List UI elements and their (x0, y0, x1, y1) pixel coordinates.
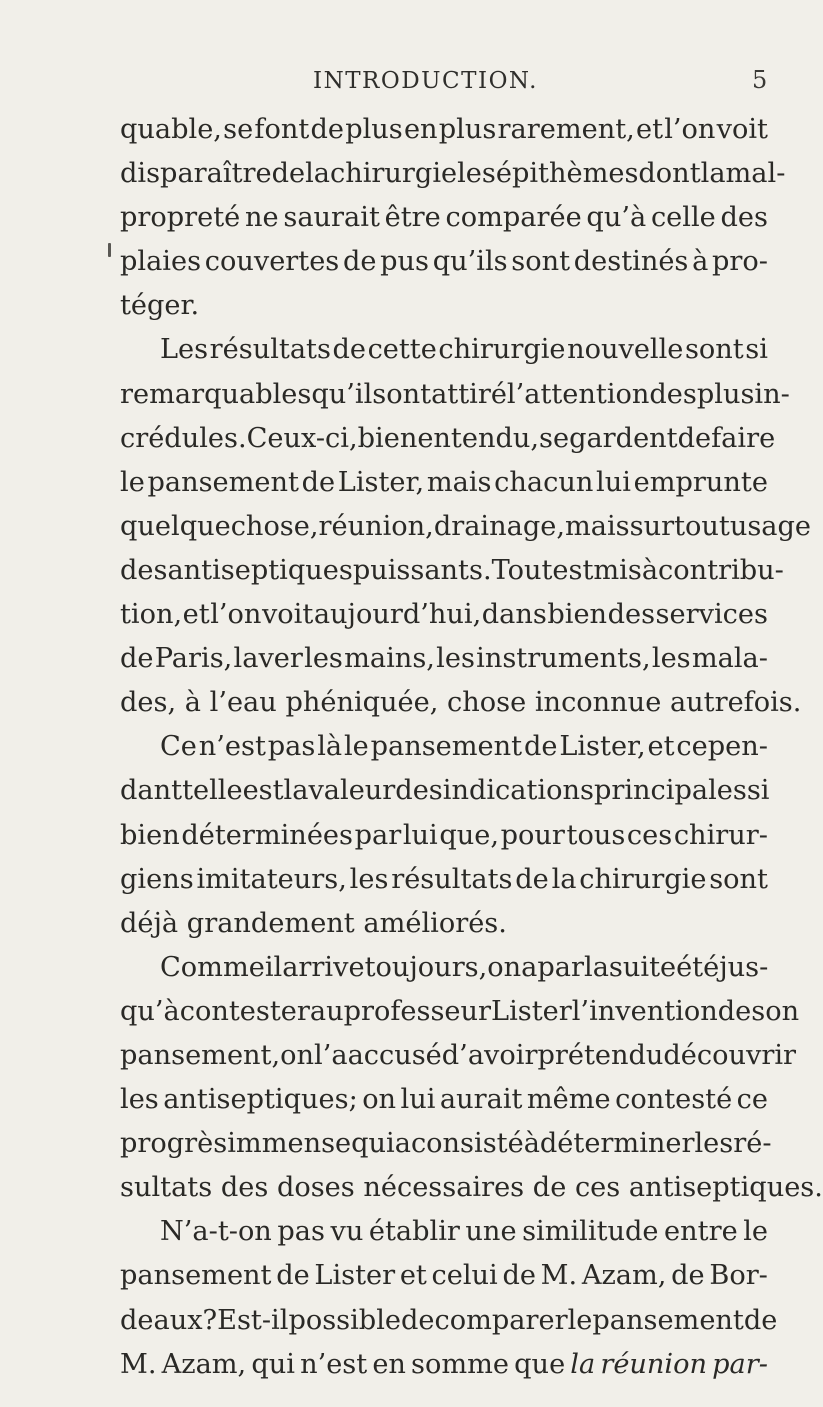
word: plaies (120, 246, 202, 278)
word: n’est (198, 731, 266, 763)
word: de (271, 158, 306, 190)
word: Ce (160, 731, 197, 763)
word: tion, (120, 599, 183, 631)
word: Lister, (559, 731, 646, 763)
word: se (223, 114, 254, 145)
word: pro- (711, 246, 768, 278)
word: son (751, 995, 800, 1027)
word: similitude (522, 1216, 659, 1248)
word: lui (402, 819, 438, 851)
word: possible (288, 1304, 401, 1336)
word: qui (351, 1128, 395, 1160)
word: tous (566, 819, 626, 851)
word: a (521, 951, 538, 983)
word: de (502, 1260, 536, 1292)
word: la (283, 775, 309, 807)
word: les (304, 643, 343, 675)
word: être (384, 202, 441, 234)
word: en (372, 1348, 406, 1380)
word: de (515, 863, 549, 895)
text-line (120, 284, 768, 328)
word: et (635, 114, 663, 145)
word: n’est (300, 1348, 368, 1380)
word: à (692, 246, 709, 278)
word: qu’à (120, 995, 180, 1027)
word: Lister (314, 1260, 396, 1292)
word: prétendu (537, 1039, 664, 1071)
word: quelque (120, 510, 231, 542)
word: les (457, 158, 496, 190)
word: la (700, 158, 726, 190)
word: attiré (431, 378, 507, 410)
body-text (120, 108, 823, 1387)
word: M. (120, 1348, 157, 1380)
word: résultats (209, 334, 331, 366)
word: celui (431, 1260, 498, 1292)
word: il (264, 951, 283, 983)
word: giens (120, 863, 194, 895)
word: qu’ils (432, 246, 508, 278)
word: chirurgie (329, 158, 458, 190)
text-line (120, 240, 768, 284)
word: aurait (439, 1084, 523, 1116)
word: bien (357, 422, 418, 454)
word: qui (251, 1348, 295, 1380)
text-line (120, 769, 768, 813)
word: Bor- (709, 1260, 768, 1292)
text-line (120, 461, 768, 505)
word: nécessaires (363, 1172, 525, 1204)
word: la (584, 951, 609, 983)
word: qu’à (586, 202, 647, 234)
word: de (310, 114, 344, 145)
word: indications (442, 775, 594, 807)
word: la (305, 158, 330, 190)
word: ont (386, 378, 432, 410)
word: le (567, 1304, 593, 1336)
text-line (120, 108, 768, 152)
word: l’on (664, 114, 716, 145)
word: antiseptiques (167, 554, 353, 586)
word: pansement, (120, 1039, 281, 1071)
word: des (649, 378, 697, 410)
word: Azam, (581, 1260, 667, 1292)
word: si (746, 775, 770, 807)
word: des (120, 554, 168, 586)
text-line (120, 505, 812, 549)
word: est (242, 775, 284, 807)
word: les (694, 1128, 734, 1160)
word: sont (709, 863, 768, 895)
word: chose, (230, 510, 319, 542)
text-line (120, 328, 768, 372)
word: pansement (147, 466, 299, 498)
word: pour (500, 819, 565, 851)
word: de (743, 1304, 778, 1336)
word: professeur (343, 995, 492, 1027)
word: telle (182, 775, 243, 807)
word: ces (574, 1172, 621, 1204)
word: des, (120, 687, 177, 719)
word: contribu- (658, 554, 784, 586)
word: les (436, 643, 475, 675)
word: mains, (344, 643, 435, 675)
word: drainage, (433, 510, 565, 542)
word: de (677, 422, 712, 454)
word: qu’ils (311, 378, 387, 410)
word: pus (380, 246, 430, 278)
word: on (280, 1039, 315, 1071)
word: font (254, 114, 310, 145)
word: à (641, 554, 659, 586)
word: vu (330, 1216, 364, 1248)
running-head: INTRODUCTION. (313, 68, 538, 94)
word: sont (684, 334, 744, 366)
text-line (120, 902, 768, 946)
word: instruments, (476, 643, 651, 675)
word: M. (540, 1260, 578, 1292)
word: des (220, 1172, 269, 1204)
word: Paris, (154, 643, 233, 675)
text-line (120, 681, 802, 725)
word: inconnue (534, 687, 662, 719)
word: de (276, 1260, 310, 1292)
word: progrès (120, 1128, 228, 1160)
word: cepen- (676, 731, 768, 763)
word: lui (400, 1084, 436, 1116)
word: pansement (370, 731, 523, 763)
word: de (120, 643, 154, 675)
word: chirurgie (438, 334, 566, 366)
word: améliorés. (363, 907, 507, 939)
word: à (523, 1128, 540, 1160)
word: l’invention (571, 995, 718, 1027)
word: quable, (120, 114, 222, 145)
word: l’a (314, 1039, 348, 1071)
word: mais (565, 510, 630, 542)
word: que, (439, 819, 499, 851)
word: voit (261, 599, 314, 631)
word: laver (233, 643, 303, 675)
word: Les (160, 334, 209, 366)
word: N’a-t-on (160, 1216, 272, 1248)
word: se (539, 422, 570, 454)
text-line (120, 1034, 797, 1078)
text-line (120, 549, 784, 593)
text-line (120, 946, 768, 990)
word: in- (754, 378, 790, 410)
word: autrefois. (669, 687, 802, 719)
word: mala- (691, 643, 768, 675)
word: Azam, (161, 1348, 247, 1380)
text-line (120, 417, 776, 461)
word: réunion, (318, 510, 434, 542)
word: nouvelle (567, 334, 684, 366)
text-line (120, 196, 768, 240)
word: consisté (410, 1128, 524, 1160)
word: Lister, (337, 466, 425, 498)
word: établir (368, 1216, 460, 1248)
word: résultats (391, 863, 513, 895)
word: rarement, (497, 114, 635, 145)
word: de (401, 1304, 435, 1336)
margin-mark (108, 243, 111, 257)
word: et (399, 1260, 427, 1292)
word: propreté (120, 202, 241, 234)
word: dant (120, 775, 183, 807)
word: découvrir (663, 1039, 797, 1071)
word: voit (716, 114, 768, 145)
word: là (317, 731, 343, 763)
word: des (720, 202, 768, 234)
word: cette (367, 334, 437, 366)
word: celle (650, 202, 716, 234)
word: toujours, (364, 951, 488, 983)
word: entendu, (417, 422, 540, 454)
word: chacun (494, 466, 594, 498)
word: services (655, 599, 768, 631)
word: accusé (347, 1039, 442, 1071)
text-line (120, 1078, 768, 1122)
word: épithèmes (495, 158, 639, 190)
word: Ceux-ci, (246, 422, 358, 454)
text-line (120, 593, 768, 637)
word: Lister (491, 995, 572, 1027)
word: faire (711, 422, 776, 454)
word: phéniquée, (285, 687, 439, 719)
text-line (120, 152, 786, 196)
word: comparée (445, 202, 582, 234)
word: contesté (615, 1084, 733, 1116)
word: imitateurs, (196, 863, 347, 895)
word: chose (447, 687, 527, 719)
word: ces (626, 819, 673, 851)
word: suite (608, 951, 677, 983)
word: l’on (210, 599, 262, 631)
word: des (607, 599, 656, 631)
word: chirurgie (579, 863, 707, 895)
word: antiseptiques; (163, 1084, 358, 1116)
word: comparer (434, 1304, 568, 1336)
word: si (745, 334, 768, 366)
word: pas (267, 731, 316, 763)
word: usage (729, 510, 812, 542)
word: les (120, 1084, 159, 1116)
word: que (514, 1348, 566, 1380)
word: les (651, 643, 691, 675)
word: et (647, 731, 675, 763)
word: sont (511, 246, 571, 278)
word: déterminées (181, 819, 353, 851)
text-line (120, 1122, 772, 1166)
word: et (182, 599, 210, 631)
text-line (120, 814, 768, 858)
word: même (526, 1084, 611, 1116)
text-line (120, 1166, 823, 1210)
word: destinés (573, 246, 689, 278)
word: entre (664, 1216, 738, 1248)
word: au (309, 995, 344, 1027)
word: principales (593, 775, 747, 807)
word: dont (638, 158, 701, 190)
word: doses (276, 1172, 355, 1204)
word: sultats (120, 1172, 213, 1204)
word: on (362, 1084, 397, 1116)
word: bien (120, 819, 180, 851)
word: l’attention (506, 378, 650, 410)
word: le (743, 1216, 768, 1248)
word: aujourd’hui, (313, 599, 482, 631)
word: déterminer (539, 1128, 695, 1160)
text-line (120, 858, 768, 902)
word: couvertes (204, 246, 340, 278)
word: emprunte (633, 466, 768, 498)
word: le (120, 466, 145, 498)
word: plus (438, 114, 497, 145)
word: pansement (592, 1304, 744, 1336)
word: par (537, 951, 584, 983)
word: de (342, 246, 377, 278)
word: lui (596, 466, 631, 498)
page-number: 5 (752, 66, 768, 94)
word: des (395, 775, 443, 807)
word: ré- (733, 1128, 772, 1160)
word: de (671, 1260, 705, 1292)
word: la (570, 1348, 596, 1380)
text-line (120, 637, 768, 681)
text-line (120, 373, 790, 417)
word: une (465, 1216, 517, 1248)
word: contester (179, 995, 310, 1027)
word: puissants. (352, 554, 492, 586)
word: l’eau (209, 687, 277, 719)
word: disparaître (120, 158, 272, 190)
word: Est-il (217, 1304, 289, 1336)
text-line (120, 725, 768, 769)
word: à (184, 687, 201, 719)
word: somme (411, 1348, 510, 1380)
word: déjà (120, 907, 179, 939)
word: crédules. (120, 422, 247, 454)
word: de (332, 334, 366, 366)
word: arrive (282, 951, 365, 983)
word: Comme (160, 951, 265, 983)
word: les (349, 863, 389, 895)
word: mais (426, 466, 492, 498)
word: saurait (283, 202, 380, 234)
text-line (120, 1343, 768, 1387)
word: grandement (186, 907, 355, 939)
word: surtout (629, 510, 730, 542)
word: dans (481, 599, 547, 631)
word: mal- (725, 158, 786, 190)
word: remarquables (120, 378, 312, 410)
word: antiseptiques. (628, 1172, 823, 1204)
word: valeur (308, 775, 396, 807)
text-line (120, 990, 800, 1034)
word: ne (245, 202, 279, 234)
word: téger. (120, 290, 200, 322)
word: d’avoir (441, 1039, 538, 1071)
word: pansement (120, 1260, 272, 1292)
word: a (394, 1128, 411, 1160)
word: plus (345, 114, 403, 145)
word: par (354, 819, 402, 851)
word: de (717, 995, 752, 1027)
word: de (532, 1172, 567, 1204)
word: de (523, 731, 558, 763)
word: la (551, 863, 577, 895)
word: est (552, 554, 594, 586)
word: plus (696, 378, 755, 410)
word: gardent (569, 422, 678, 454)
word: mis (593, 554, 642, 586)
word: par- (712, 1348, 768, 1380)
word: on (487, 951, 522, 983)
word: pas (277, 1216, 325, 1248)
word: de (301, 466, 336, 498)
word: jus- (719, 951, 769, 983)
word: bien (547, 599, 608, 631)
word: réunion (600, 1348, 708, 1380)
word: ce (736, 1084, 768, 1116)
word: chirur- (673, 819, 768, 851)
word: en (403, 114, 438, 145)
text-line (120, 1210, 768, 1254)
text-line (120, 1299, 778, 1343)
text-line (120, 1254, 768, 1298)
word: immense (227, 1128, 352, 1160)
word: été (676, 951, 720, 983)
word: Tout (491, 554, 553, 586)
word: le (343, 731, 369, 763)
word: deaux? (120, 1304, 218, 1336)
